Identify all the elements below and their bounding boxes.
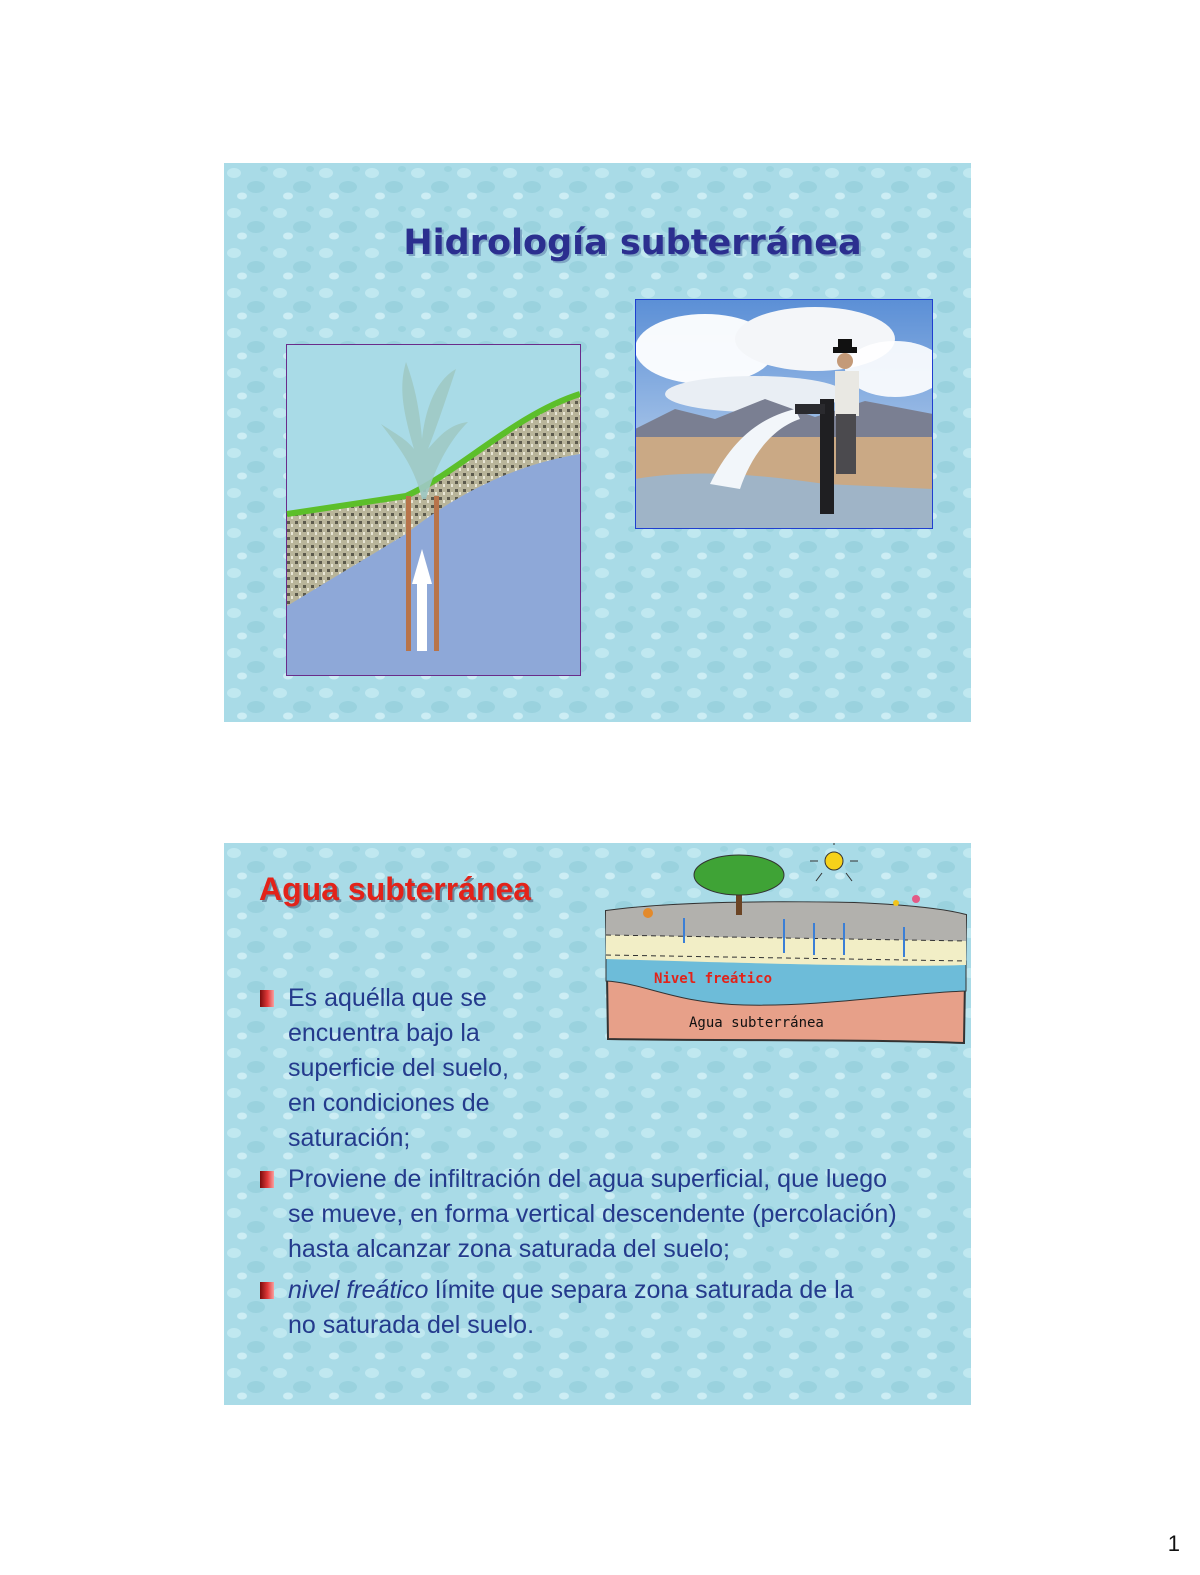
slide-agua-subterranea: [224, 843, 971, 1405]
flowing-well-photo: [635, 299, 933, 529]
groundwater-label: Agua subterránea: [689, 1015, 824, 1031]
bullet-marker-icon: [260, 990, 274, 1007]
bullet-item: [260, 1273, 888, 1343]
slide-hidrologia: [224, 163, 971, 722]
bullet-text: Es aquélla que se encuentra bajo la superficie del suelo, en condiciones de saturación;: [288, 984, 509, 1152]
bullet-item: [260, 981, 543, 1156]
bullet-list: [260, 981, 940, 1349]
bullet-text: Proviene de infiltración del agua superficial, que luego se mueve, en forma vertical descendente (percolación) hasta alcanzar zona saturada del suelo;: [288, 1165, 897, 1263]
sun-icon: [810, 843, 858, 881]
slide-title: Agua subterránea: [259, 871, 532, 907]
bullet-text: límite que separa zona saturada de la no saturada del suelo.: [288, 1276, 854, 1339]
slide-title: Hidrología subterránea: [403, 223, 862, 263]
bullet-emphasis: nivel freático: [288, 1276, 429, 1304]
water-table-label: Nivel freático: [654, 971, 773, 987]
artesian-well-diagram: [286, 344, 581, 676]
bullet-item: [260, 1162, 908, 1267]
bullet-marker-icon: [260, 1282, 274, 1299]
bullet-marker-icon: [260, 1171, 274, 1188]
page-number: 1: [1167, 1531, 1180, 1556]
